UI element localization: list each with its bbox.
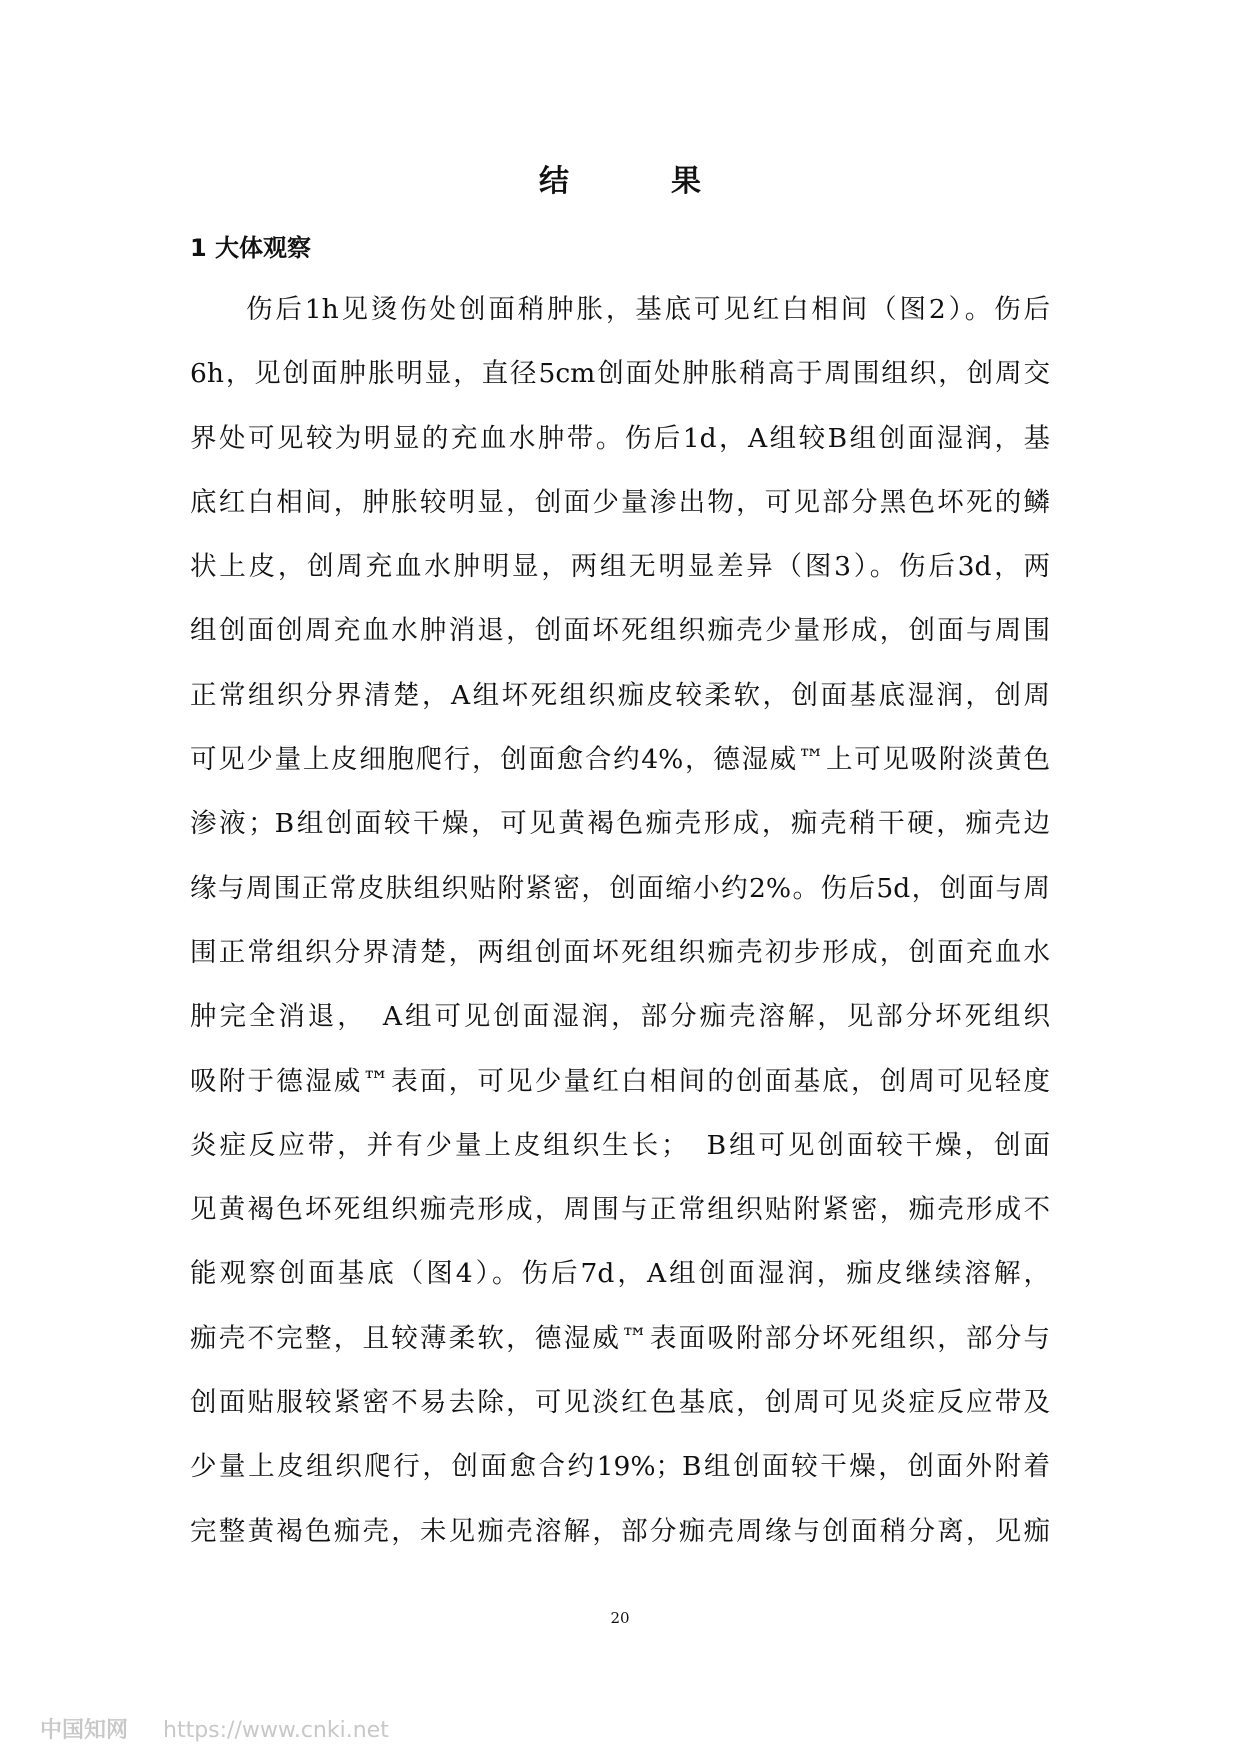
paragraph-line: 正常组织分界清楚，A组坏死组织痂皮较柔软，创面基底湿润，创周: [190, 679, 1050, 711]
paragraph-line: 伤后1h见烫伤处创面稍肿胀，基底可见红白相间（图2）。伤后: [246, 294, 1050, 325]
paragraph-line: 状上皮，创周充血水肿明显，两组无明显差异（图3）。伤后3d，两: [190, 551, 1050, 583]
paragraph-line: 能观察创面基底（图4）。伤后7d，A组创面湿润，痂皮继续溶解，: [190, 1258, 1050, 1290]
page-title: 结 果: [539, 164, 737, 199]
paragraph-line: 少量上皮组织爬行，创面愈合约19%；B组创面较干燥，创面外附着: [190, 1451, 1050, 1483]
paragraph-line: 炎症反应带，并有少量上皮组织生长； B组可见创面较干燥，创面: [190, 1129, 1050, 1161]
watermark: [40, 1713, 389, 1744]
watermark-url: https://www.cnki.net: [163, 1718, 389, 1743]
paragraph-line: 见黄褐色坏死组织痂壳形成，周围与正常组织贴附紧密，痂壳形成不: [190, 1194, 1050, 1226]
paragraph-line: 界处可见较为明显的充血水肿带。伤后1d，A组较B组创面湿润，基: [190, 422, 1050, 454]
paragraph-line: 底红白相间，肿胀较明显，创面少量渗出物，可见部分黑色坏死的鳞: [190, 486, 1050, 518]
paragraph-line: 组创面创周充血水肿消退，创面坏死组织痂壳少量形成，创面与周围: [190, 615, 1050, 647]
paragraph-line: 肿完全消退， A组可见创面湿润，部分痂壳溶解，见部分坏死组织: [190, 1001, 1050, 1033]
section-heading: 1 大体观察: [190, 234, 312, 262]
body-paragraph: [190, 290, 1050, 1576]
paragraph-line: 可见少量上皮细胞爬行，创面愈合约4%，德湿威™上可见吸附淡黄色: [190, 744, 1050, 776]
paragraph-line: 缘与周围正常皮肤组织贴附紧密，创面缩小约2%。伤后5d，创面与周: [190, 872, 1050, 904]
paragraph-line: 创面贴服较紧密不易去除，可见淡红色基底，创周可见炎症反应带及: [190, 1387, 1050, 1419]
page-number: 20: [610, 1609, 630, 1627]
paragraph-line: 完整黄褐色痂壳，未见痂壳溶解，部分痂壳周缘与创面稍分离，见痂: [190, 1515, 1050, 1547]
watermark-logo: 中国知网: [40, 1718, 129, 1743]
paragraph-line: 6h，见创面肿胀明显，直径5cm创面处肿胀稍高于周围组织，创周交: [190, 358, 1050, 390]
paragraph-line: 围正常组织分界清楚，两组创面坏死组织痂壳初步形成，创面充血水: [190, 936, 1050, 968]
paragraph-line: 吸附于德湿威™表面，可见少量红白相间的创面基底，创周可见轻度: [190, 1065, 1050, 1097]
paragraph-line: 痂壳不完整，且较薄柔软，德湿威™表面吸附部分坏死组织，部分与: [190, 1322, 1050, 1354]
paragraph-line: 渗液；B组创面较干燥，可见黄褐色痂壳形成，痂壳稍干硬，痂壳边: [190, 808, 1050, 840]
